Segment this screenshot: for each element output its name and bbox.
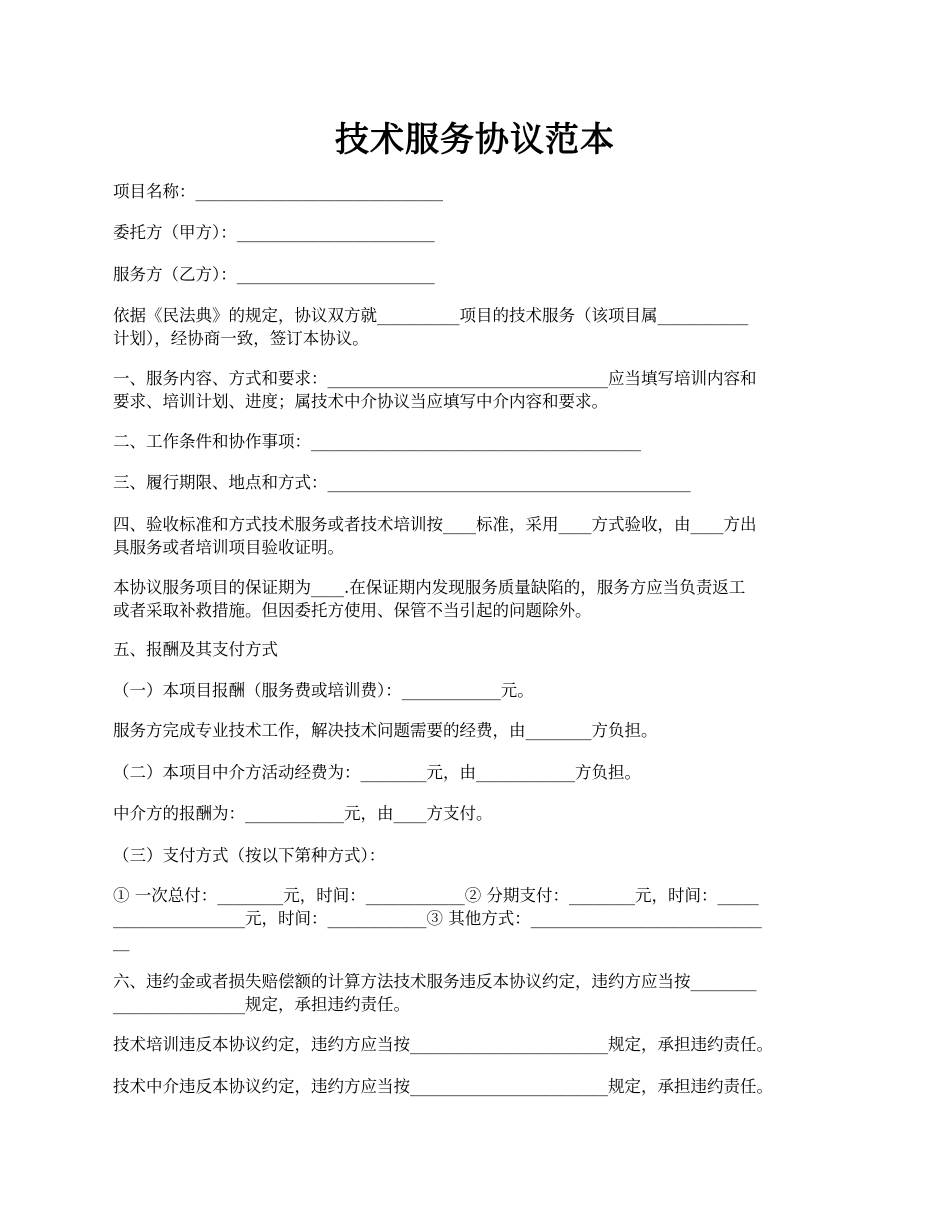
clause-1-line-1: 一、服务内容、方式和要求：__________________________________应当填写培训内容和: [113, 369, 757, 388]
client-party-line: 委托方（甲方）：________________________: [113, 223, 435, 242]
payment-2-line: （二）本项目中介方活动经费为：________元，由____________方负担。: [113, 763, 641, 782]
intermediary-fee-line: 中介方的报酬为：____________元，由____方支付。: [113, 804, 493, 823]
clause-4-line-2: 具服务或者培训项目验收证明。: [113, 538, 344, 557]
service-party-line: 服务方（乙方）：________________________: [113, 265, 435, 284]
intermediary-breach-line: 技术中介违反本协议约定，违约方应当按________________________规定，承担违约责任。: [113, 1077, 773, 1096]
clause-6-line-1: 六、违约金或者损失赔偿额的计算方法技术服务违反本协议约定，违约方应当按________: [113, 972, 757, 991]
project-name-line: 项目名称：______________________________: [113, 182, 443, 201]
payment-3-line: （三）支付方式（按以下第种方式）：: [113, 846, 386, 865]
clause-2-line: 二、工作条件和协作事项：________________________________________: [113, 432, 641, 451]
clause-5-heading: 五、报酬及其支付方式: [113, 640, 278, 659]
preamble-line-2: 计划），经协商一致，签订本协议。: [113, 329, 369, 348]
document-title: 技术服务协议范本: [335, 120, 615, 160]
payment-method-line-2: ________________元，时间：____________③ 其他方式：____________________________: [113, 909, 762, 928]
clause-4-line-1: 四、验收标准和方式技术服务或者技术培训按____标准，采用____方式验收，由____方出: [113, 515, 757, 534]
payment-1-line: （一）本项目报酬（服务费或培训费）：____________元。: [113, 681, 534, 700]
clause-1-line-2: 要求、培训计划、进度；属技术中介协议当应填写中介内容和要求。: [113, 392, 608, 411]
payment-method-line-3: __: [113, 932, 130, 951]
warranty-line-2: 或者采取补救措施。但因委托方使用、保管不当引起的问题除外。: [113, 601, 592, 620]
warranty-line-1: 本协议服务项目的保证期为____.在保证期内发现服务质量缺陷的，服务方应当负责返工: [113, 578, 746, 597]
clause-6-line-2: ________________规定，承担违约责任。: [113, 995, 410, 1014]
service-cost-line: 服务方完成专业技术工作，解决技术问题需要的经费，由________方负担。: [113, 721, 658, 740]
clause-3-line: 三、履行期限、地点和方式：____________________________________________: [113, 473, 691, 492]
payment-method-line-1: ① 一次总付：________元，时间：____________② 分期支付：________元，时间：_____: [113, 886, 759, 905]
training-breach-line: 技术培训违反本协议约定，违约方应当按________________________规定，承担违约责任。: [113, 1035, 773, 1054]
preamble-line-1: 依据《民法典》的规定，协议双方就__________项目的技术服务（该项目属___________: [113, 306, 749, 325]
